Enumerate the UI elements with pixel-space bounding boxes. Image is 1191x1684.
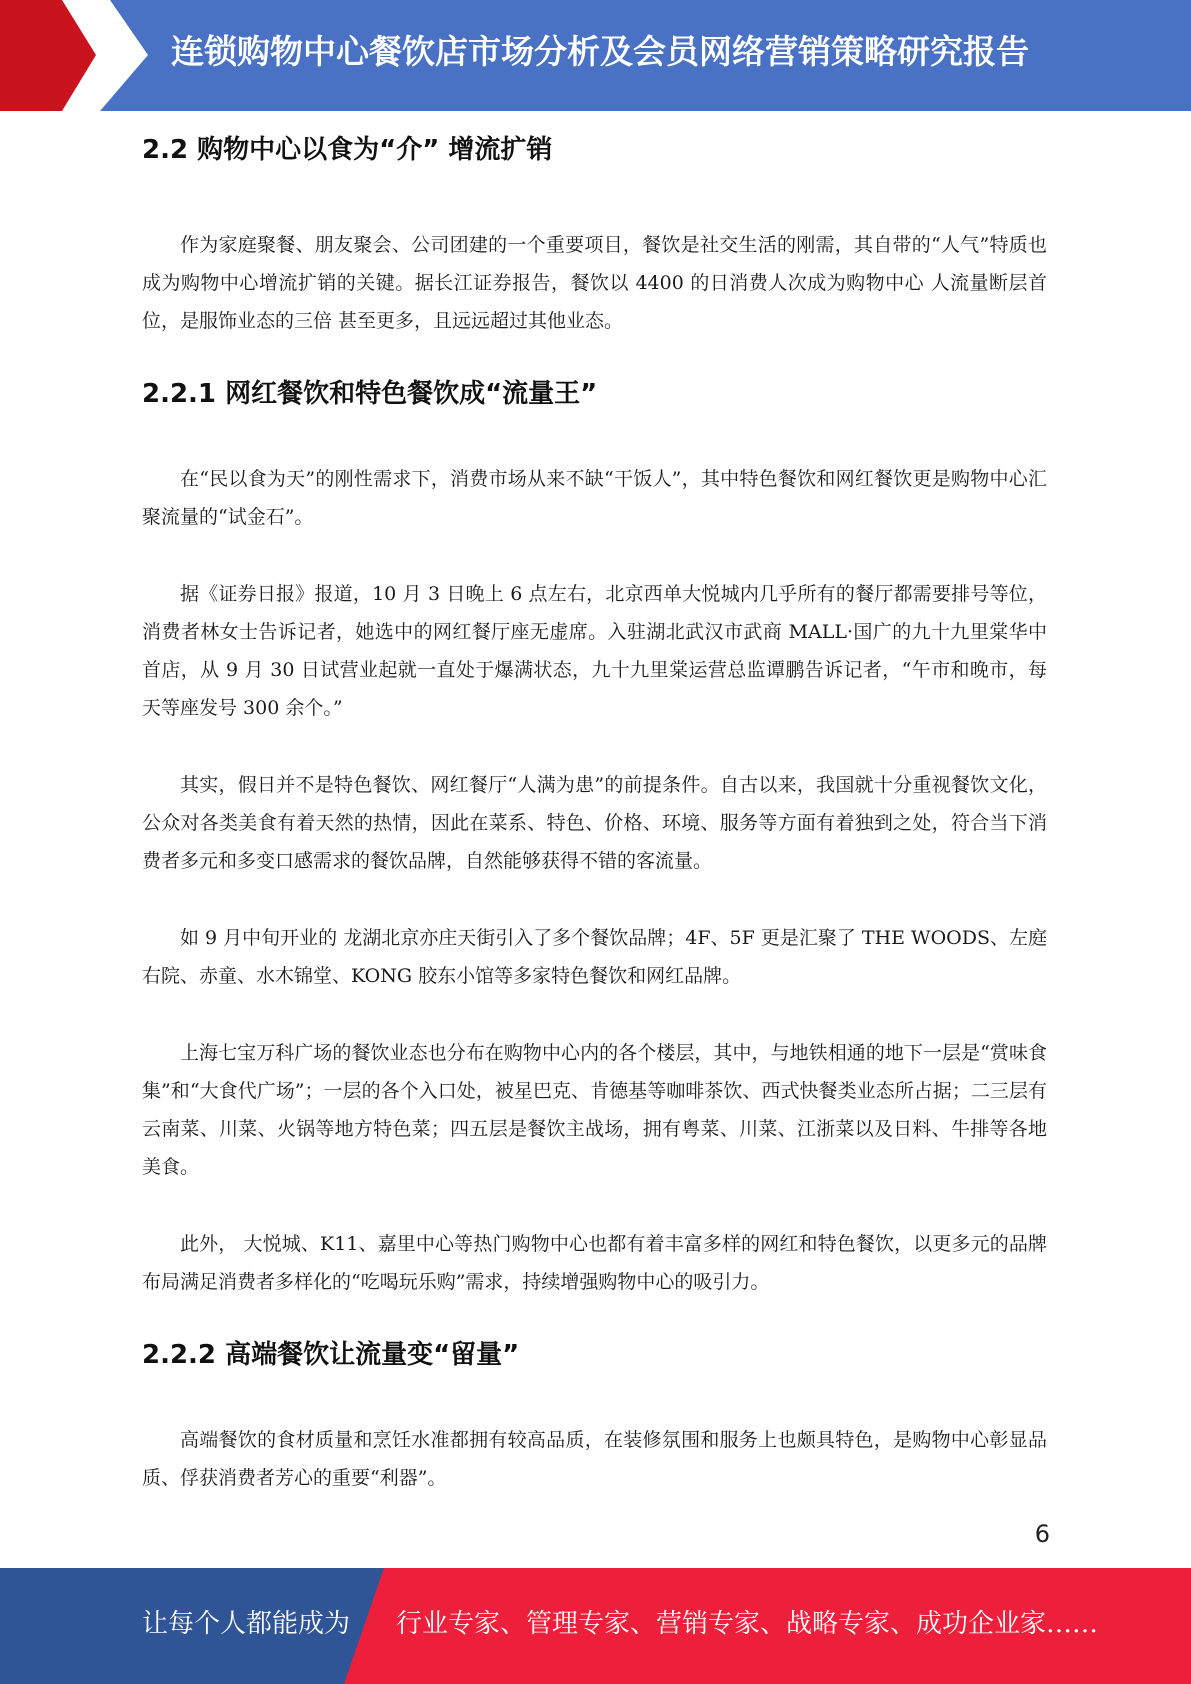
page-number: 6: [1034, 1520, 1050, 1548]
body-paragraph: 高端餐饮的食材质量和烹饪水准都拥有较高品质，在装修氛围和服务上也颇具特色，是购物中心彰显品质、俘获消费者芳心的重要“利器”。: [142, 1429, 1047, 1489]
section-heading-2-2-2: 2.2.2 高端餐饮让流量变“留量”: [142, 1340, 520, 1370]
page-header: [0, 0, 1191, 111]
section-heading-2-2: 2.2 购物中心以食为“介” 增流扩销: [142, 135, 553, 165]
body-paragraph: 据《证券日报》报道，10 月 3 日晚上 6 点左右，北京西单大悦城内几乎所有的餐厅都需要排号等位，消费者林女士告诉记者，她选中的网红餐厅座无虚席。入驻湖北武汉市武商 MALL·国广的九十九里棠华中首店，从 9 月 30 日试营业起就一直处于爆满状态，九十九里棠运营总监谭鹏告诉记者，“午市和晚市，每天等座发号 300 余个。”: [142, 583, 1047, 719]
footer-slogan-left: 让每个人都能成为: [142, 1609, 351, 1639]
document-title: 连锁购物中心餐饮店市场分析及会员网络营销策略研究报告: [171, 32, 1029, 71]
body-paragraph: 上海七宝万科广场的餐饮业态也分布在购物中心内的各个楼层，其中，与地铁相通的地下一层是“赏味食集”和“大食代广场”；一层的各个入口处，被星巴克、肯德基等咖啡茶饮、西式快餐类业态所占据；二三层有云南菜、川菜、火锅等地方特色菜；四五层是餐饮主战场，拥有粤菜、川菜、江浙菜以及日料、牛排等各地美食。: [142, 1042, 1047, 1178]
footer-slogan-right: 行业专家、管理专家、营销专家、战略专家、成功企业家……: [396, 1609, 1099, 1639]
body-paragraph: 此外， 大悦城、K11、嘉里中心等热门购物中心也都有着丰富多样的网红和特色餐饮，以更多元的品牌布局满足消费者多样化的“吃喝玩乐购”需求，持续增强购物中心的吸引力。: [142, 1233, 1047, 1293]
body-paragraph: 其实，假日并不是特色餐饮、网红餐厅“人满为患”的前提条件。自古以来，我国就十分重视餐饮文化，公众对各类美食有着天然的热情，因此在菜系、特色、价格、环境、服务等方面有着独到之处，符合当下消费者多元和多变口感需求的餐饮品牌，自然能够获得不错的客流量。: [142, 774, 1047, 872]
body-paragraph: 如 9 月中旬开业的 龙湖北京亦庄天街引入了多个餐饮品牌；4F、5F 更是汇聚了 THE WOODS、左庭右院、赤童、水木锦堂、KONG 胶东小馆等多家特色餐饮和网红品牌。: [142, 927, 1047, 987]
section-heading-2-2-1: 2.2.1 网红餐饮和特色餐饮成“流量王”: [142, 379, 598, 409]
body-paragraph: 作为家庭聚餐、朋友聚会、公司团建的一个重要项目，餐饮是社交生活的刚需，其自带的“人气”特质也成为购物中心增流扩销的关键。据长江证券报告，餐饮以 4400 的日消费人次成为购物中心 人流量断层首位，是服饰业态的三倍 甚至更多，且远远超过其他业态。: [142, 234, 1047, 332]
body-paragraph: 在“民以食为天”的刚性需求下，消费市场从来不缺“干饭人”，其中特色餐饮和网红餐饮更是购物中心汇聚流量的“试金石”。: [142, 468, 1047, 528]
document-body: [142, 128, 1047, 1497]
page-footer: [0, 1568, 1191, 1684]
